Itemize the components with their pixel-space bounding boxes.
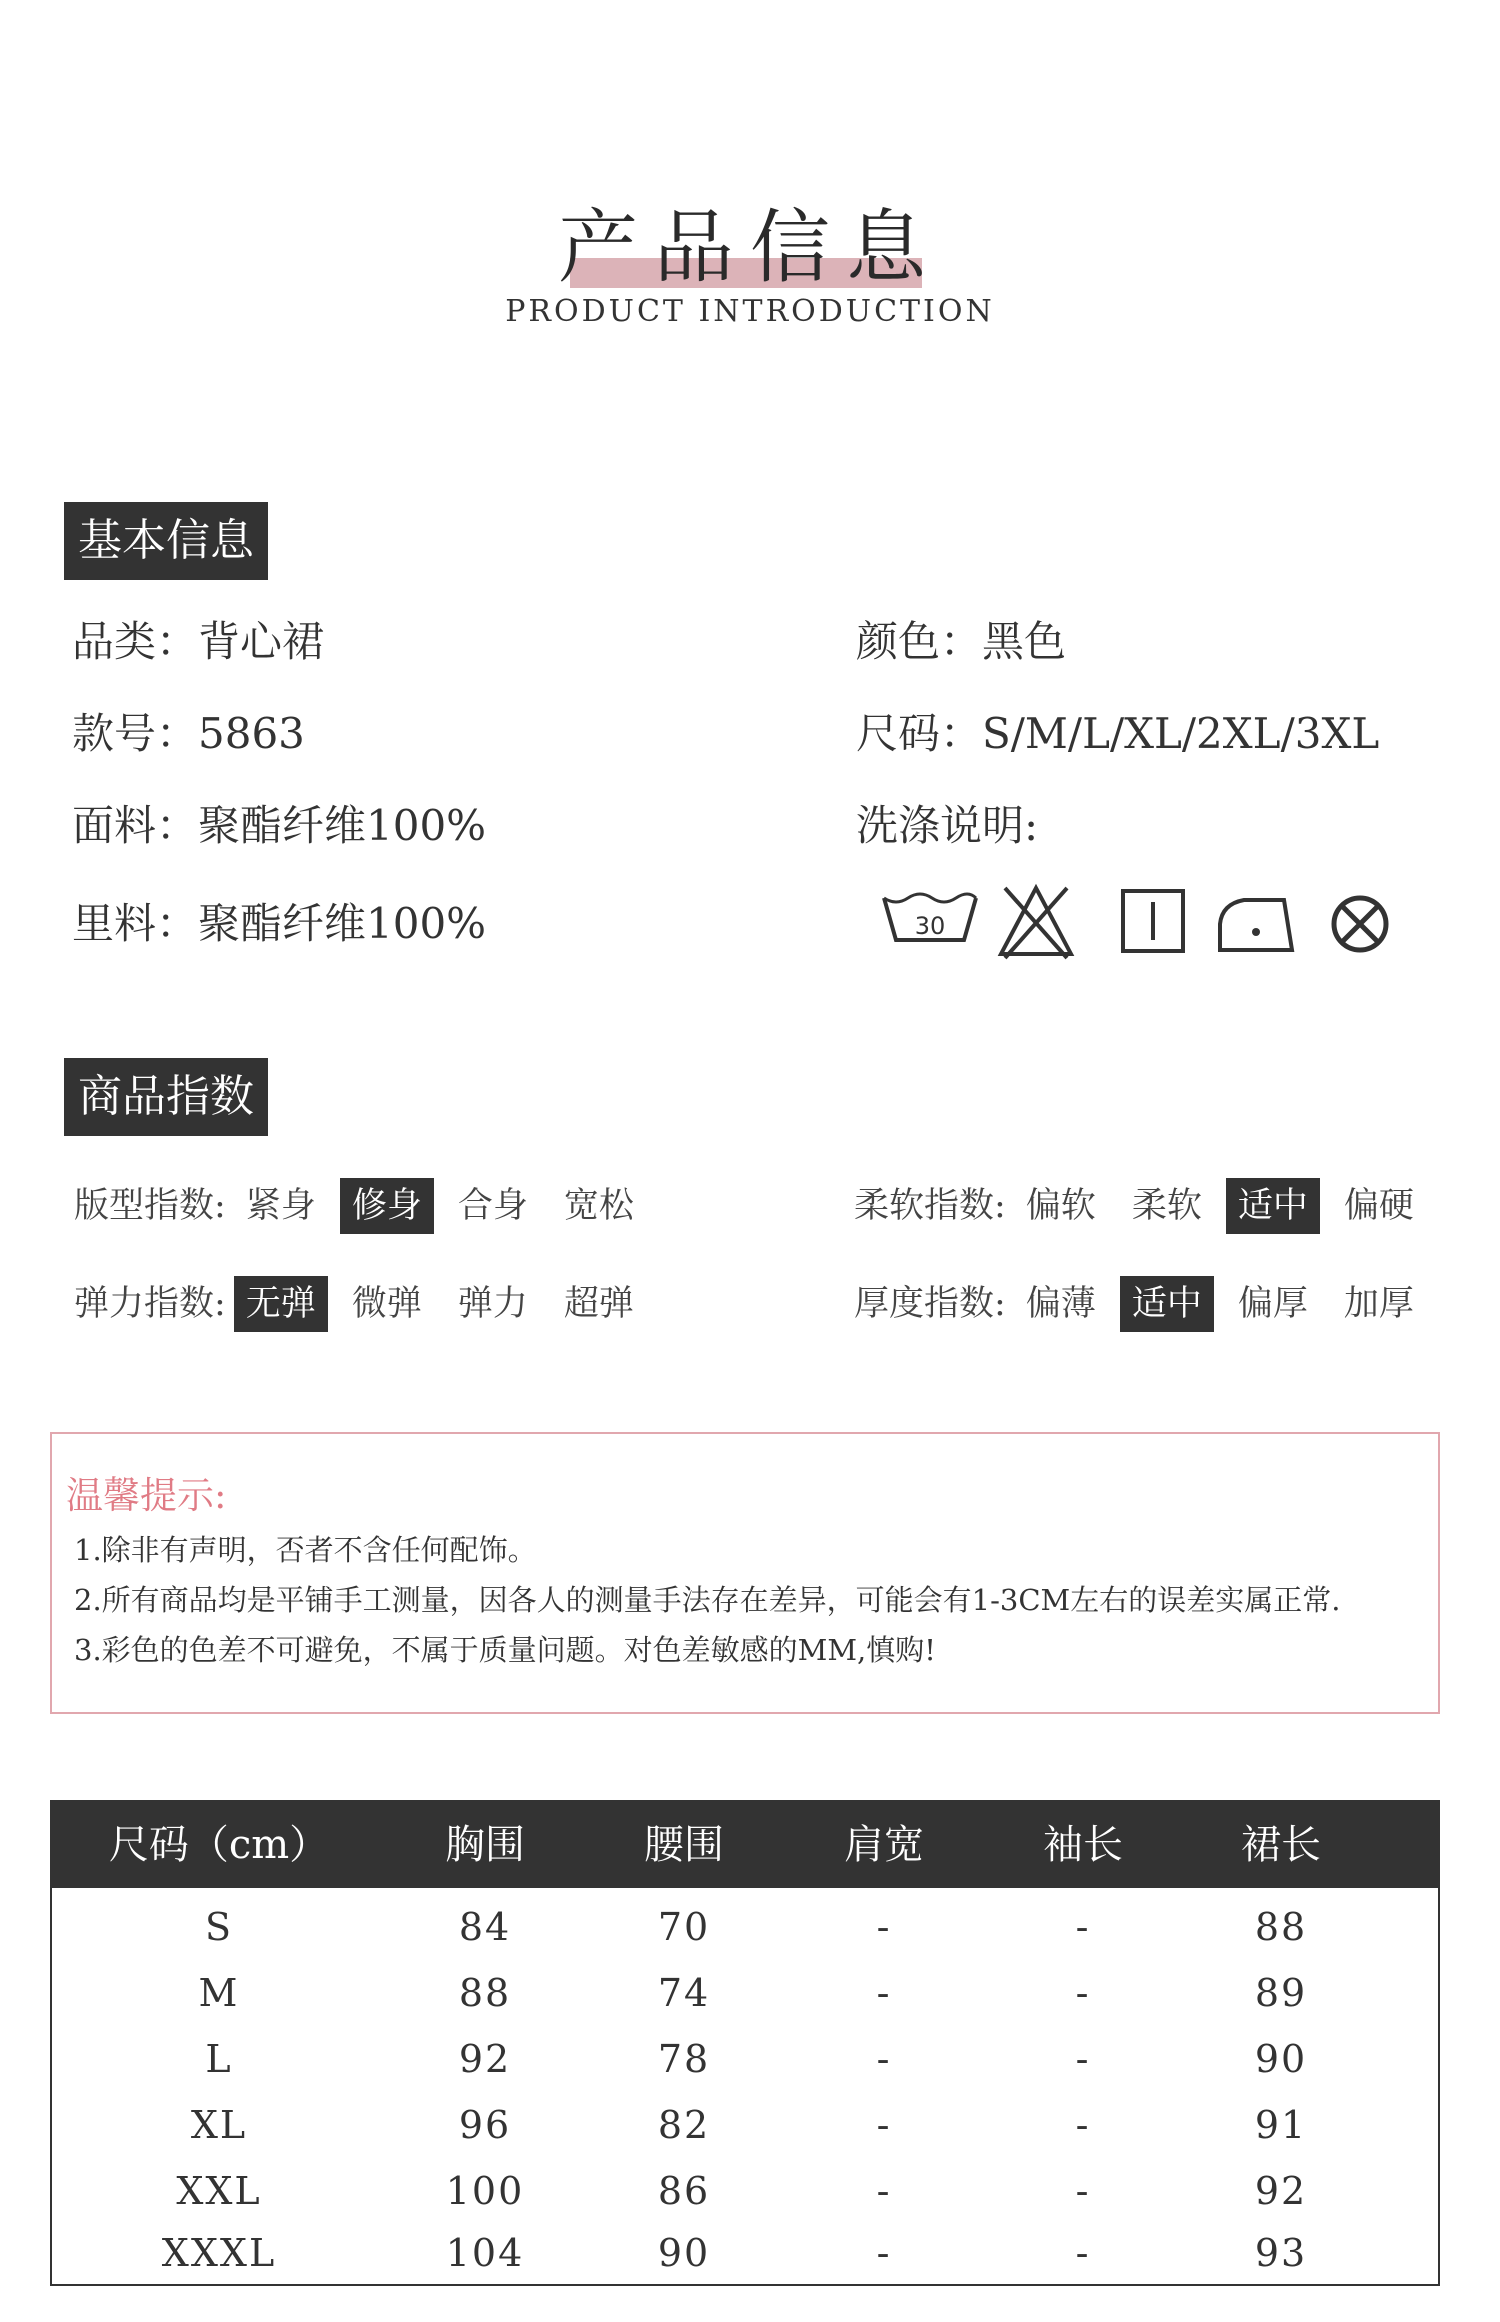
table-cell: 74 [657,1971,711,2015]
table-cell: 100 [445,2169,525,2213]
no-dry-clean-icon [1328,892,1392,956]
table-cell: L [205,2037,233,2081]
table-cell: - [1075,2037,1091,2081]
lining-text: 里料：聚酯纤维100% [72,899,487,948]
thickness-option: 偏厚 [1237,1284,1308,1324]
table-cell: 90 [1254,2037,1308,2081]
notice-line-3: 3.彩色的色差不可避免，不属于质量问题。对色差敏感的MM,慎购! [74,1633,936,1667]
table-row [52,2092,1438,2158]
size-table [50,1800,1440,2286]
table-cell: 86 [657,2169,711,2213]
softness-option: 柔软 [1131,1186,1202,1226]
notice-line-2: 2.所有商品均是平铺手工测量，因各人的测量手法存在差异，可能会有1-3CM左右的误差实属正常. [74,1583,1341,1617]
table-cell: 70 [657,1905,711,1949]
fit-index-label: 版型指数: [74,1186,226,1226]
table-cell: - [876,2169,892,2213]
table-cell: 82 [657,2103,711,2147]
wash-30-icon [880,888,980,958]
fit-option: 合身 [457,1186,528,1226]
washing-label: 洗涤说明: [856,801,1039,850]
fit-index-row [74,1178,658,1234]
table-cell: M [198,1971,240,2015]
table-row [52,1894,1438,1960]
softness-index-label: 柔软指数: [854,1186,1006,1226]
table-cell: XXL [176,2169,262,2213]
table-cell: XL [190,2103,248,2147]
table-row [52,2220,1438,2286]
table-row [52,2158,1438,2224]
elasticity-index-row [74,1276,658,1332]
table-cell: S [204,1905,234,1949]
table-row [52,2026,1438,2092]
elasticity-index-label: 弹力指数: [74,1284,226,1324]
softness-option: 偏软 [1025,1186,1096,1226]
table-cell: 88 [1254,1905,1308,1949]
category-text: 品类：背心裙 [72,617,325,666]
table-cell: - [876,2037,892,2081]
notice-title: 温馨提示: [66,1474,227,1517]
section-basic-info: 基本信息 [64,502,268,580]
tumble-dry-icon [1120,888,1186,954]
table-cell: - [876,1971,892,2015]
softness-option-selected: 适中 [1226,1178,1320,1234]
style-number-text: 款号：5863 [72,709,305,758]
header-length: 裙长 [1241,1822,1321,1868]
table-cell: - [1075,1971,1091,2015]
table-cell: 104 [445,2231,525,2275]
table-cell: - [876,1905,892,1949]
fit-option-selected: 修身 [340,1178,434,1234]
table-header [52,1802,1438,1888]
table-cell: 89 [1254,1971,1308,2015]
table-cell: - [1075,2103,1091,2147]
size-text: 尺码：S/M/L/XL/2XL/3XL [856,709,1380,758]
elasticity-option: 微弹 [351,1284,422,1324]
table-cell: XXXL [161,2231,277,2275]
elasticity-option: 超弹 [563,1284,634,1324]
table-cell: 91 [1254,2103,1308,2147]
table-cell: - [1075,1905,1091,1949]
header-sleeve: 袖长 [1043,1822,1123,1868]
table-cell: - [1075,2169,1091,2213]
table-row [52,1960,1438,2026]
notice-line-1: 1.除非有声明，否者不含任何配饰。 [74,1533,537,1567]
table-cell: 92 [458,2037,512,2081]
header-size: 尺码（cm） [108,1822,330,1868]
softness-option: 偏硬 [1343,1186,1414,1226]
softness-index-row [854,1178,1438,1234]
table-cell: 93 [1254,2231,1308,2275]
table-cell: 92 [1254,2169,1308,2213]
header-shoulder: 肩宽 [844,1822,924,1868]
thickness-option-selected: 适中 [1120,1276,1214,1332]
thickness-option: 加厚 [1343,1284,1414,1324]
notice-box [50,1432,1440,1714]
wash-temp-label: 30 [914,912,946,940]
color-text: 颜色：黑色 [856,617,1067,666]
table-cell: - [876,2231,892,2275]
header-bust: 胸围 [445,1822,525,1868]
no-bleach-icon [995,882,1077,962]
thickness-index-label: 厚度指数: [854,1284,1006,1324]
page-title: 产品信息 [558,201,942,294]
fabric-text: 面料：聚酯纤维100% [72,801,487,850]
fit-option: 宽松 [563,1186,634,1226]
thickness-index-row [854,1276,1438,1332]
header-waist: 腰围 [644,1822,724,1868]
table-cell: 78 [657,2037,711,2081]
table-cell: 88 [458,1971,512,2015]
elasticity-option-selected: 无弹 [234,1276,328,1332]
table-cell: 90 [657,2231,711,2275]
elasticity-option: 弹力 [457,1284,528,1324]
fit-option: 紧身 [245,1186,316,1226]
thickness-option: 偏薄 [1025,1284,1096,1324]
section-product-index: 商品指数 [64,1058,268,1136]
page-subtitle: PRODUCT INTRODUCTION [505,294,995,329]
table-cell: - [876,2103,892,2147]
table-cell: 96 [458,2103,512,2147]
table-cell: - [1075,2231,1091,2275]
table-cell: 84 [458,1905,512,1949]
iron-low-icon [1216,888,1296,954]
